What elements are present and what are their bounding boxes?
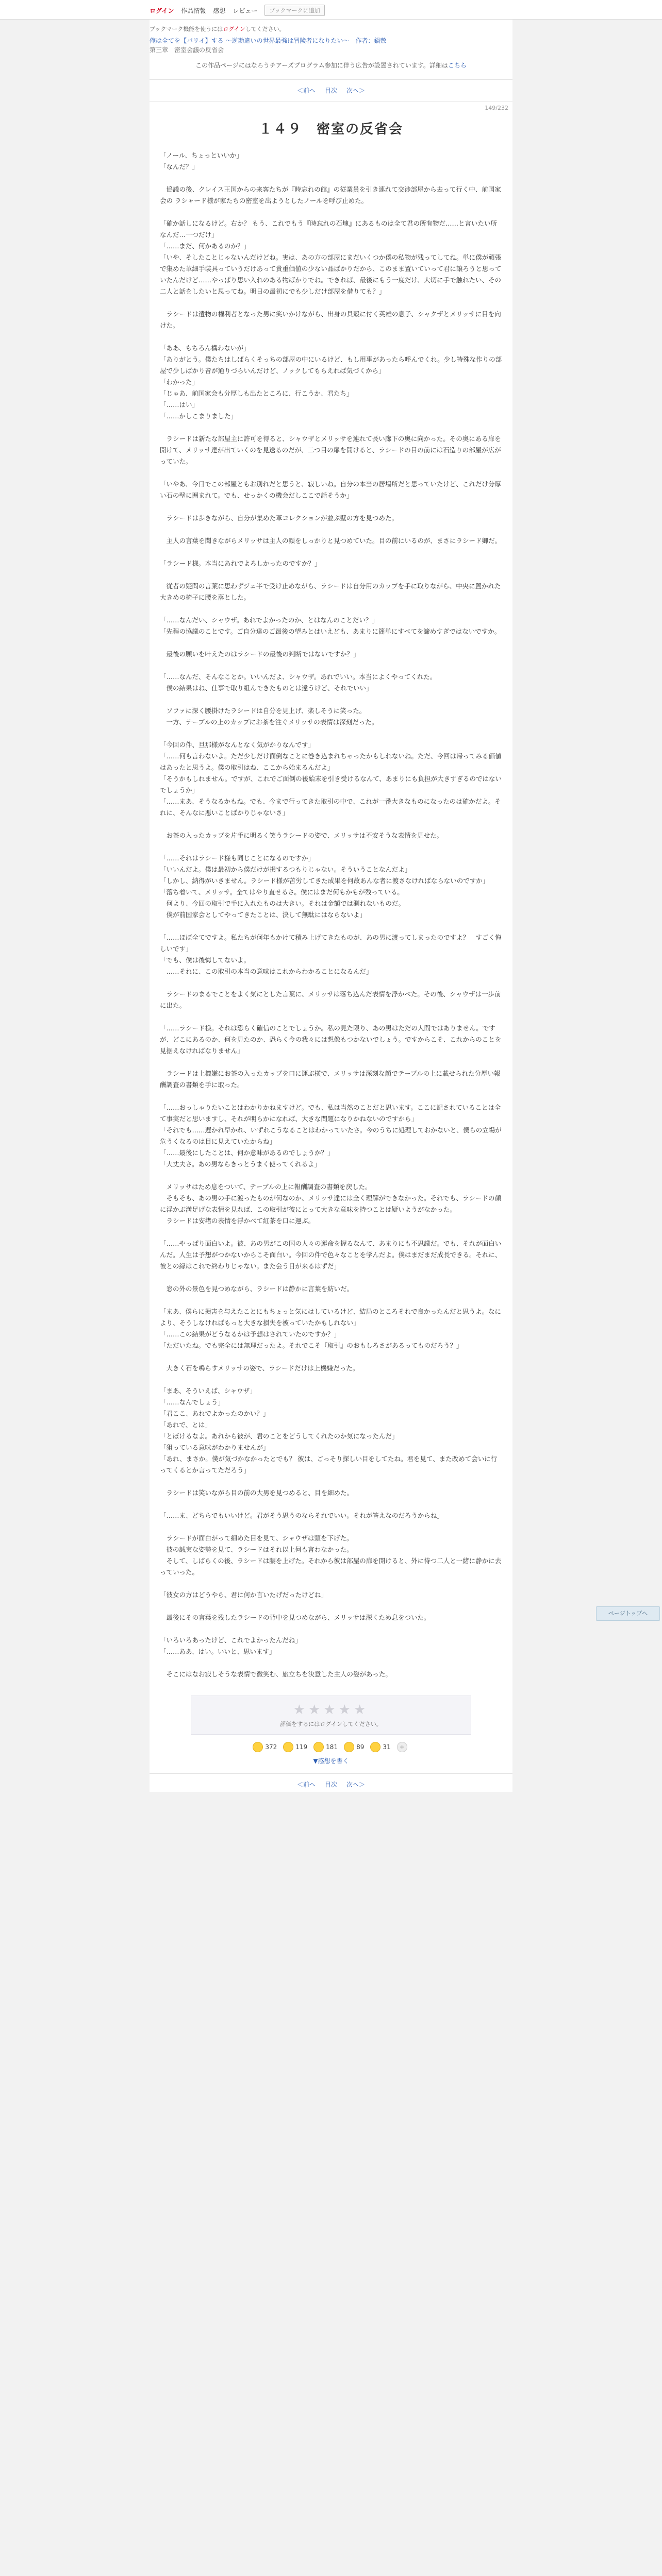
prev-link[interactable]: ＜前へ: [296, 87, 316, 94]
login-notice: ブックマーク機能を使うにはログインしてください。: [150, 26, 285, 32]
blank-line: [160, 1521, 502, 1533]
body-paragraph: 「ノール、ちょっといいか」: [160, 151, 243, 159]
body-paragraph: 「いやあ、今日でこの部屋ともお別れだと思うと、寂しいね。自分の本当の居場所だと思っていたけど、これだけ分厚い石の壁に囲まれて。でも、せっかくの機会だしここで話そうか」: [160, 480, 502, 499]
body-paragraph: ラシードは新たな部屋主に許可を得ると、シャウザとメリッサを連れて長い廊下の奥に向かった。その奥にある扉を開けて、メリッサ達が出ていくのを見送るのだが、二つ目の扉を開けると、ラシードの目の前には石造りの部屋が広がっていた。: [160, 435, 501, 465]
body-paragraph: 「……なんでしょう」: [160, 1398, 225, 1406]
body-paragraph: ラシードは遺物の権利者となった男に笑いかけながら、出身の貝殻に付く英雄の息子、シャクザとメリッサに目を向けた。: [160, 310, 501, 329]
episode-title: １４９ 密室の反省会: [258, 122, 403, 137]
body-paragraph: 「ああ、もちろん構わないが」: [160, 344, 250, 352]
reaction-count: 372: [265, 1743, 277, 1751]
body-paragraph: 「まあ、そういえば、シャウザ」: [160, 1387, 256, 1395]
blank-line: [160, 660, 502, 671]
blank-line: [160, 501, 502, 513]
blank-line: [160, 1601, 502, 1612]
body-paragraph: ラシードは安堵の表情を浮かべて紅茶を口に運ぶ。: [160, 1217, 315, 1225]
blank-line: [160, 422, 502, 433]
body-paragraph: 「……なんだ、そんなことか。いいんだよ、シャウザ。あれでいい。本当によくやってくれた。: [160, 673, 437, 681]
body-paragraph: 「でも、僕は後悔してないよ。: [160, 956, 251, 964]
body-paragraph: 「まあ、僕らに損害を与えたことにもちょっと気にはしているけど、結局のところそれで良かったんだと思うよ。なにより、そうしなければもっと大きな損失を被っていたかもしれない」: [160, 1308, 502, 1327]
blank-line: [160, 1011, 502, 1023]
blank-line: [160, 1499, 502, 1510]
body-paragraph: 「……何も言わないよ。ただ少しだけ面倒なことに巻き込まれちゃったかもしれないね。ただ、今回は帰ってみる価値はあったと思うよ。僕の取引はね、ここから始まるんだよ」: [160, 752, 502, 771]
body-paragraph: 「……ま、どちらでもいいけど。君がそう思うのならそれでいい。それが答えなのだろうからね」: [160, 1512, 443, 1519]
body-paragraph: 「大丈夫さ。あの男ならきっとうまく使ってくれるよ」: [160, 1160, 321, 1168]
body-paragraph: 「なんだ？」: [160, 163, 199, 171]
body-paragraph: 「ラシード様。本当にあれでよろしかったのですか？」: [160, 560, 321, 567]
body-paragraph: ラシードは歩きながら、自分が集めた革コレクションが並ぶ壁の方を見つめた。: [160, 514, 399, 522]
body-paragraph: 僕が前国家会としてやってきたことは、決して無駄にはならないよ」: [160, 911, 367, 919]
body-paragraph: 「……最後にしたことは、何か意味があるのでしょうか？」: [160, 1149, 334, 1157]
body-paragraph: ラシードは笑いながら目の前の大男を見つめると、目を細めた。: [160, 1489, 354, 1497]
body-paragraph: 「……はい」: [160, 401, 199, 409]
blank-line: [160, 841, 502, 853]
next-link-bottom[interactable]: 次へ＞: [346, 1781, 366, 1788]
body-paragraph: 僕の結果はね、仕事で取り組んできたものとは違うけど、それでいい」: [160, 684, 373, 692]
rating-caption: 評価をするにはログインしてください。: [280, 1721, 382, 1727]
body-paragraph: そして、しばらくの後、ラシードは腰を上げた。それから彼は部屋の扉を開けると、外に待つ二人と一緒に静かに去っていった。: [160, 1557, 502, 1576]
body-paragraph: 彼の誠実な姿勢を見て、ラシードはそれ以上何も言わなかった。: [160, 1546, 353, 1553]
body-paragraph: そもそも、あの男の手に渡ったものが何なのか、メリッサ達には全く理解ができなかった。それでも、ラシードの顔に浮かぶ満足げな表情を見れば、この取引が彼にとって大きな意味を持つことは疑いようがなかった。: [160, 1194, 502, 1213]
novel-body: [150, 150, 512, 1680]
body-paragraph: 「そうかもしれません。ですが、これでご面倒の後始末を引き受けるなんて、あまりにも負担が大きすぎるのではないでしょうか」: [160, 775, 502, 794]
body-paragraph: ラシードのまるでことをよく気にとした言葉に、メリッサは落ち込んだ表情を浮かべた。その後、シャウザは一歩前に出た。: [160, 990, 501, 1009]
body-paragraph: 一方、テーブルの上のカップにお茶を注ぐメリッサの表情は深刻だった。: [160, 718, 378, 726]
clap-emoji-icon: [370, 1742, 380, 1752]
body-paragraph: 「落ち着いて、メリッサ。全てはやり直せるさ。僕にはまだ何もかもが残っている。: [160, 888, 404, 896]
reaction-count: 89: [356, 1743, 365, 1751]
toc-link-bottom[interactable]: 目次: [324, 1781, 337, 1788]
reaction-heart-eyes-emoji[interactable]: [344, 1742, 364, 1752]
body-paragraph: お茶の入ったカップを片手に明るく笑うラシードの姿で、メリッサは不安そうな表情を見せた。: [160, 832, 443, 839]
nav-item-review[interactable]: レビュー: [233, 7, 258, 14]
body-paragraph: メリッサはため息をついて、テーブルの上に報酬調査の書類を戻した。: [160, 1183, 372, 1191]
body-paragraph: 「……ほぼ全てですよ。私たちが何年もかけて積み上げてきたものが、あの男に渡ってしまったのですよ？ すごく悔しいです」: [160, 934, 502, 953]
body-paragraph: ラシードは上機嫌にお茶の入ったカップを口に運ぶ横で、メリッサは深刻な顔でテーブルの上に載せられた分厚い報酬調査の書類を手に取った。: [160, 1070, 501, 1089]
prev-link-bottom[interactable]: ＜前へ: [296, 1781, 316, 1788]
blank-line: [160, 1091, 502, 1102]
page-top-button[interactable]: ページトップへ: [596, 1606, 660, 1621]
blank-line: [160, 1057, 502, 1068]
bookmark-add-button[interactable]: ブックマークに追加: [264, 5, 324, 16]
blank-line: [160, 547, 502, 558]
blank-line: [160, 1227, 502, 1238]
blank-line: [160, 921, 502, 932]
body-paragraph: 「彼女の方はどうやら、君に何か言いたげだったけどね」: [160, 1591, 328, 1599]
body-paragraph: 従者の疑問の言葉に思わずジェ半で受け止めながら、ラシードは自分用のカップを手に取りながら、中央に置かれた大きめの椅子に腰を落とした。: [160, 582, 501, 601]
body-paragraph: 「確か話しになるけど。右か？ もう、これでもう『時忘れの石塊』にあるものは全て君の所有物だ……と言いたい所なんだ…一つだけ」: [160, 219, 497, 239]
reaction-thumbs-up-emoji[interactable]: [253, 1742, 277, 1752]
heart-eyes-emoji-icon: [344, 1742, 354, 1752]
body-paragraph: 「……まだ、何かあるのか？」: [160, 242, 251, 250]
toc-link[interactable]: 目次: [324, 87, 337, 94]
body-paragraph: 「……それはラシード様も同じことになるのですか」: [160, 854, 315, 862]
body-paragraph: 「先程の協議のことです。ご自分達のご最後の望みとはいえども、あまりに簡単にすべてを諦めすぎではないですか。: [160, 628, 501, 635]
pager-bottom: [150, 1777, 512, 1792]
blank-line: [160, 1623, 502, 1635]
body-paragraph: 最後にその言葉を残したラシードの背中を見つめながら、メリッサは深くため息をついた。: [160, 1614, 431, 1621]
blank-line: [160, 603, 502, 615]
blank-line: [160, 1351, 502, 1363]
body-paragraph: ラシードが面白がって細めた目を見て、シャウザは頭を下げた。: [160, 1534, 353, 1542]
login-link[interactable]: ログイン: [150, 7, 174, 14]
body-paragraph: 「それでも……遅かれ早かれ、いずれこうなることはわかっていたさ。今のうちに処理しておかないと、僕らの立場が危うくなるのは目に見えていたからね」: [160, 1126, 502, 1145]
body-paragraph: 「とぼけるなよ。あれから彼が、君のことをどうしてくれたのか気になったんだ」: [160, 1432, 399, 1440]
episode-counter: 149/232: [485, 105, 508, 111]
body-paragraph: 「今回の件、旦那様がなんとなく気がかりなんです」: [160, 741, 315, 749]
blank-line: [160, 1170, 502, 1181]
body-paragraph: 「……なんだい、シャウザ。あれでよかったのか、とはなんのことだい？」: [160, 616, 378, 624]
blank-line: [160, 1295, 502, 1306]
body-paragraph: 「あれで、とは」: [160, 1421, 211, 1429]
body-paragraph: 「……おっしゃりたいことはわかりかねますけど。でも、私は当然のことだと思います。ここに記されていることは全て事実だと思いますし、それが明らかになれば、大きな問題になりかねないのですから」: [160, 1104, 501, 1123]
blank-line: [160, 524, 502, 535]
blank-line: [160, 694, 502, 705]
ad-program-note: この作品ページにはなろうチアーズプログラム参加に伴う広告が設置されています。詳細はこちら: [195, 62, 467, 69]
blank-line: [160, 637, 502, 649]
body-paragraph: 「君ここ、あれでよかったのかい？」: [160, 1410, 270, 1417]
thumbs-up-emoji-icon: [253, 1742, 263, 1752]
body-paragraph: ……それに、この取引の本当の意味はこれからわかることになるんだ」: [160, 968, 373, 975]
body-paragraph: 「いや、そしたことじゃないんだけどね。実は、あの方の部屋にまだいくつか僕の私物が残ってしてね。単に僕が頑張で集めた革細手装具っていうだけあって貴重価値の少ない品ばかりだから、このまま置いていって君に譲ろうと思っていたんだけど……やっぱり思い入れのある物ばかりでね。できれば、最後にもう一度だけ、大切に手で触れたい、その二人と話をしたいと思ってね。明日の最初にでも少しだけ部屋を借りても？」: [160, 253, 502, 295]
body-paragraph: 「いろいろあったけど、これでよかったんだね」: [160, 1636, 302, 1644]
body-paragraph: そこにはなお寂しそうな表情で微笑む、旅立ちを決意した主人の姿があった。: [160, 1670, 392, 1678]
blank-line: [160, 728, 502, 739]
laugh-emoji-icon: [313, 1742, 324, 1752]
next-link[interactable]: 次へ＞: [346, 87, 366, 94]
body-paragraph: 「ありがとう。僕たちはしばらくそっちの部屋の中にいるけど、もし用事があったら呼んでくれ。少し特殊な作りの部屋で少しばかり音が通りづらいんだけど、ノックしてもらえれば気づくから」: [160, 355, 502, 375]
smile-emoji-icon: [283, 1742, 293, 1752]
add-reaction-icon: +: [397, 1742, 407, 1752]
nav-item-info[interactable]: 作品情報: [181, 7, 206, 14]
body-paragraph: 最後の願いを叶えたのはラシードの最後の判断ではないですか？」: [160, 650, 360, 658]
reaction-count: 181: [326, 1743, 338, 1751]
blank-line: [160, 569, 502, 581]
body-paragraph: 「……この結果がどうなるかは予想はされていたのですか？」: [160, 1330, 341, 1338]
blank-line: [160, 297, 502, 309]
body-paragraph: 窓の外の景色を見つめながら、ラシードは静かに言葉を紡いだ。: [160, 1285, 354, 1293]
blank-line: [160, 819, 502, 830]
reaction-add-reaction[interactable]: [397, 1742, 409, 1752]
blank-line: [160, 1476, 502, 1487]
body-paragraph: 「じゃあ、前国家会も分厚しも出たところに、行こうか、君たち」: [160, 389, 353, 397]
body-paragraph: 「あれ、まさか。僕が気づかなかったとでも？ 彼は、ごっそり探しい目をしてたね。君を見て、また改めて会いに行ってくるとか言ってただろう」: [160, 1455, 498, 1474]
body-paragraph: 「……ラシード様。それは恐らく確信のことでしょうか。私の見た限り、あの男はただの人間ではありません。ですが、どこにあるのか、何を見たのか、恐らく今の我々には想像もつかないでしょう。ですからこそ、これからのことを見据えなければなりません」: [160, 1024, 502, 1055]
reaction-smile-emoji[interactable]: [283, 1742, 307, 1752]
pager-top: [150, 83, 512, 98]
body-paragraph: 「わかった」: [160, 378, 199, 386]
divider: [150, 79, 512, 80]
body-paragraph: 「……かしこまりました」: [160, 412, 238, 420]
body-paragraph: 「狙っている意味がわかりませんが」: [160, 1444, 270, 1451]
novel-page: [150, 20, 512, 1792]
blank-line: [160, 1272, 502, 1283]
body-paragraph: 「いいんだよ。僕は最初から僕だけが損するつもりじゃない。そういうことなんだよ」: [160, 866, 411, 873]
ad-program-link[interactable]: こちら: [448, 62, 467, 69]
body-paragraph: 協議の後、クレイス王国からの来客たちが『時忘れの館』の従業員を引き連れて交渉部屋から去って行く中、前国家会の ラシャード様が家たちの密室を出ようとしたノールを呼び止めた。: [160, 185, 501, 205]
write-impression-link[interactable]: ▼感想を書く: [313, 1757, 349, 1765]
blank-line: [160, 207, 502, 218]
notice-login-link[interactable]: ログイン: [223, 26, 245, 32]
blank-line: [160, 331, 502, 343]
body-paragraph: 何より、今回の取引で手に入れたものは大きい。それは金額では測れないものだ。: [160, 900, 405, 907]
nav-item-impressions[interactable]: 感想: [213, 7, 226, 14]
reaction-bar: [150, 1735, 512, 1756]
series-title[interactable]: 俺は全てを【パリイ】する 〜逆勘違いの世界最強は冒険者になりたい〜 作者：鍋敷: [150, 37, 387, 44]
blank-line: [160, 467, 502, 479]
rating-box: [191, 1696, 471, 1735]
divider: [150, 1773, 512, 1774]
blank-line: [160, 1657, 502, 1669]
body-paragraph: 「……ああ、はい。いいと、思います」: [160, 1648, 276, 1655]
body-paragraph: 「……まあ、そうなるかもね。でも、今まで行ってきた取引の中で、これが一番大きなものになったのは確かだよ。それに、そんなに悪いことばかりじゃないさ」: [160, 798, 501, 817]
reaction-clap-emoji[interactable]: [370, 1742, 390, 1752]
reaction-count: 31: [383, 1743, 391, 1751]
body-paragraph: 「しかし、納得がいきません。ラシード様が苦労してきた成果を何故あんな者に渡さなければならないのですか」: [160, 877, 489, 885]
blank-line: [160, 173, 502, 184]
reaction-count: 119: [295, 1743, 308, 1751]
blank-line: [160, 977, 502, 989]
blank-line: [160, 1578, 502, 1589]
chapter-title: 第三章 密室会議の反省会: [150, 46, 224, 54]
body-paragraph: ソファに深く腰掛けたラシードは自分を見上げ、楽しそうに笑った。: [160, 707, 366, 715]
body-paragraph: 「ただいたね。でも完全には無理だったよ。それでこそ『取引』のおもしろさがあるってものだろう？」: [160, 1342, 463, 1349]
top-nav-bar: [0, 0, 662, 20]
star-rating[interactable]: ★★★★★: [293, 1702, 369, 1718]
body-paragraph: 「……やっぱり面白いよ。彼、あの男がこの国の人々の運命を握るなんて、あまりにも不思議だ。でも、それが面白いんだ。人生は予想がつかないからこそ面白い。今回の件で色々なことを学んだよ。僕はまだまだ成長できる。それに、彼との縁はこれで終わりじゃない。また会う日が来るはずだ」: [160, 1240, 502, 1270]
body-paragraph: 大きく石を鳴らすメリッサの姿で、ラシードだけは上機嫌だった。: [160, 1364, 359, 1372]
blank-line: [160, 1374, 502, 1385]
body-paragraph: 主人の言葉を聞きながらメリッサは主人の顔をしっかりと見つめていた。目の前にいるのが、まさにラシード卿だ。: [160, 537, 502, 545]
reaction-laugh-emoji[interactable]: [313, 1742, 338, 1752]
